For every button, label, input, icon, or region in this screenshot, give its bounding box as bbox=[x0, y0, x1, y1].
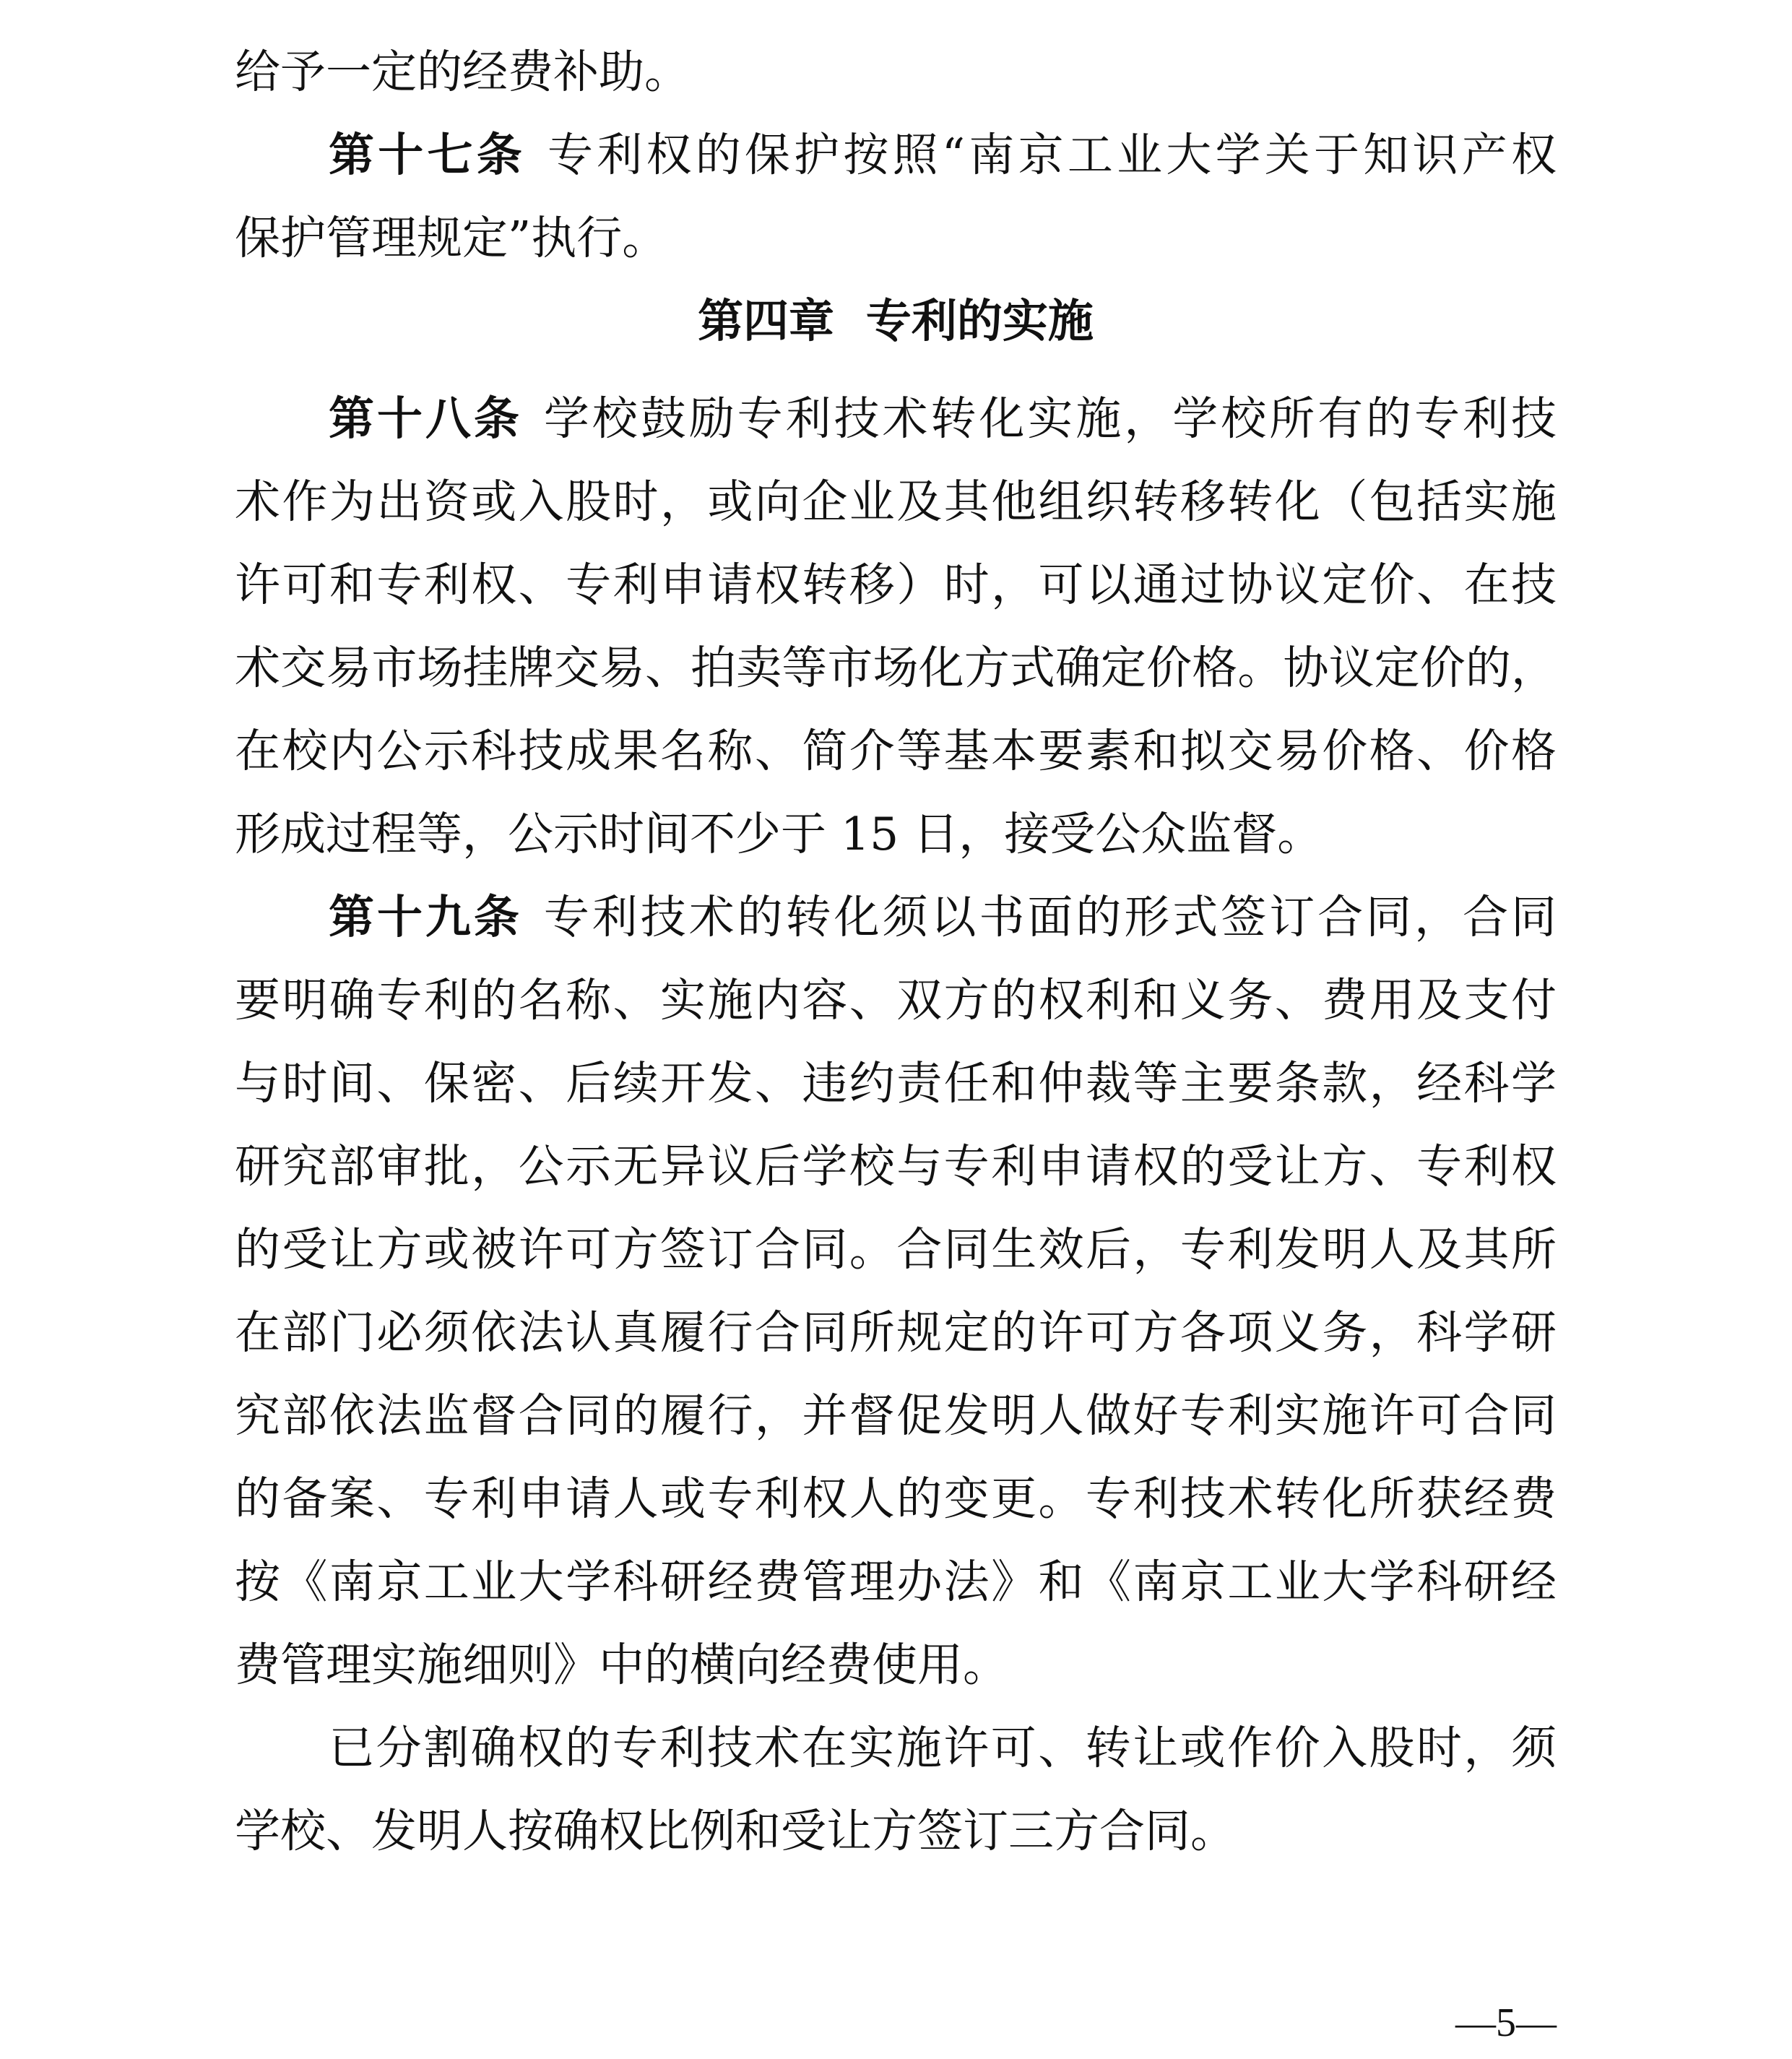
article-18-line: 许可和专利权、专利申请权转移）时，可以通过协议定价、在技 bbox=[235, 558, 1557, 611]
article-19-line: 研究部审批，公示无异议后学校与专利申请权的受让方、专利权 bbox=[235, 1140, 1557, 1193]
article-17-line-1 bbox=[235, 126, 1557, 184]
article-18-line: 在校内公示科技成果名称、简介等基本要素和拟交易价格、价格 bbox=[235, 725, 1557, 777]
page-number: —5— bbox=[1455, 2000, 1557, 2045]
article-19-line: 的受让方或被许可方签订合同。合同生效后，专利发明人及其所 bbox=[235, 1223, 1557, 1276]
article-19-line: 按《南京工业大学科研经费管理办法》和《南京工业大学科研经 bbox=[235, 1555, 1557, 1608]
article-19-line: 的备案、专利申请人或专利权人的变更。专利技术转化所获经费 bbox=[235, 1472, 1557, 1525]
article-18-line: 术作为出资或入股时，或向企业及其他组织转移转化（包括实施 bbox=[235, 475, 1557, 528]
article-18-text: 学校鼓励专利技术转化实施，学校所有的专利技 bbox=[543, 392, 1557, 445]
article-18-line: 形成过程等，公示时间不少于 15 日，接受公众监督。 bbox=[235, 808, 1323, 860]
article-18-line: 术交易市场挂牌交易、拍卖等市场化方式确定价格。协议定价的， bbox=[235, 642, 1557, 694]
article-18-heading: 第十八条 bbox=[329, 392, 522, 445]
article-19-line: 究部依法监督合同的履行，并督促发明人做好专利实施许可合同 bbox=[235, 1389, 1557, 1442]
article-19-heading: 第十九条 bbox=[329, 891, 522, 944]
article-18-line-1 bbox=[235, 390, 1557, 448]
article-17-line-2: 保护管理规定”执行。 bbox=[235, 212, 668, 264]
article-17-text: 专利权的保护按照“南京工业大学关于知识产权 bbox=[547, 129, 1557, 181]
article-19-line: 在部门必须依法认真履行合同所规定的许可方各项义务，科学研 bbox=[235, 1306, 1557, 1359]
paragraph-split-line-2: 学校、发明人按确权比例和受让方签订三方合同。 bbox=[235, 1805, 1236, 1857]
article-19-text: 专利技术的转化须以书面的形式签订合同，合同 bbox=[543, 891, 1557, 944]
article-19-line: 费管理实施细则》中的横向经费使用。 bbox=[235, 1639, 1008, 1691]
paragraph-line: 给予一定的经费补助。 bbox=[235, 46, 690, 98]
article-19-line-1 bbox=[235, 889, 1557, 946]
paragraph-split-line-1: 已分割确权的专利技术在实施许可、转让或作价入股时，须 bbox=[329, 1722, 1557, 1774]
article-19-line: 要明确专利的名称、实施内容、双方的权利和义务、费用及支付 bbox=[235, 974, 1557, 1027]
article-19-line: 与时间、保密、后续开发、违约责任和仲裁等主要条款，经科学 bbox=[235, 1057, 1557, 1110]
article-17-heading: 第十七条 bbox=[329, 129, 526, 181]
document-page bbox=[235, 0, 1557, 2059]
chapter-title: 第四章 专利的实施 bbox=[698, 295, 1094, 348]
